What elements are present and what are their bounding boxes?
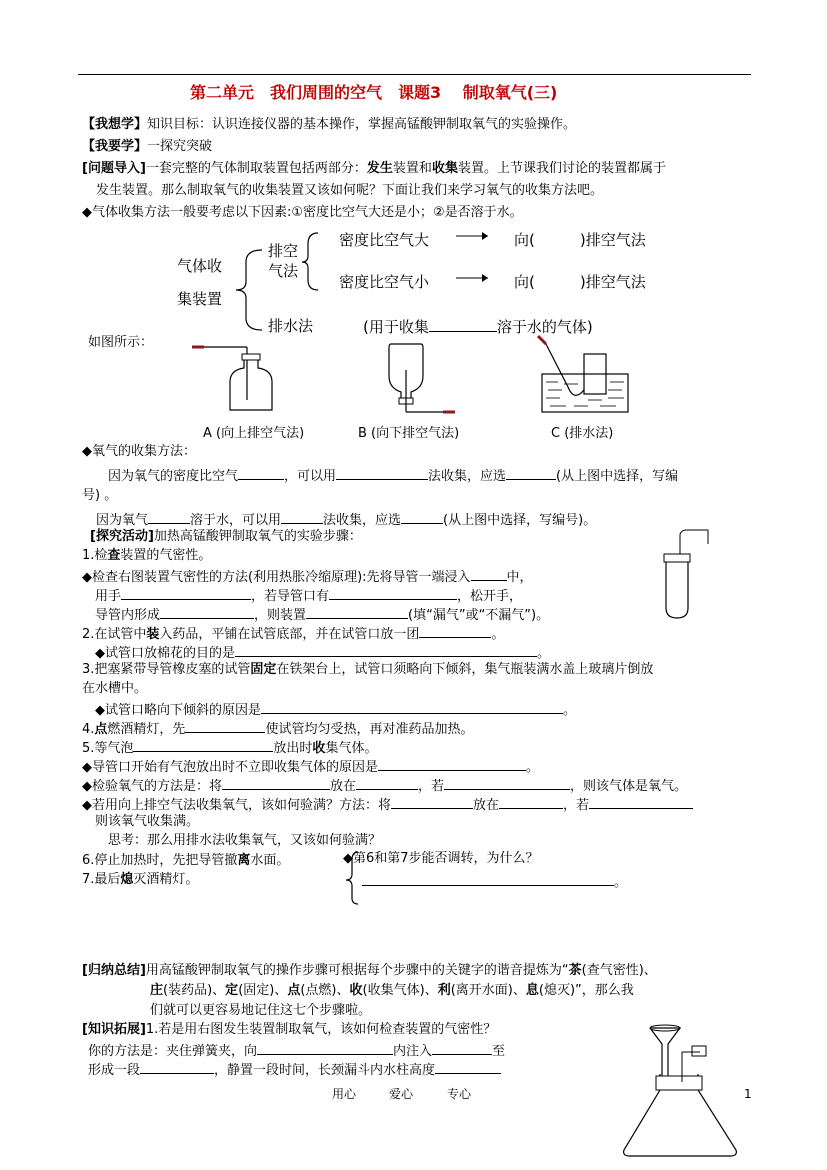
text: 7.最后	[82, 872, 121, 887]
step-2-question	[95, 642, 550, 663]
page-number: 1	[744, 1087, 752, 1101]
keyword: 息	[525, 983, 539, 998]
blank[interactable]	[257, 1040, 393, 1055]
yaoxue-tag: 【我要学】	[82, 139, 148, 154]
collection-line-1b: 号) 。	[82, 488, 118, 503]
text: 至	[492, 1044, 506, 1059]
footer-motto-1: 用心	[332, 1087, 357, 1101]
caption-b: B (向下排空气法)	[358, 426, 460, 441]
think-line: 思考：那么用排水法收集氧气，又该如何验满？	[108, 833, 382, 848]
text: (点燃)、	[300, 983, 350, 998]
intro-keyword: 发生	[366, 161, 393, 176]
text: 法收集，应选	[428, 469, 507, 484]
keyword: 点	[287, 983, 301, 998]
xiangxue-tag: 【我想学】	[82, 117, 148, 132]
water-note-b: 溶于水的气体)	[496, 318, 593, 336]
blank[interactable]	[356, 775, 418, 790]
text: ，若导管口有	[251, 589, 330, 604]
text: 3.把塞紧带导管橡皮塞的试管	[82, 662, 251, 677]
intro-line-2: 发生装置。那么制取氧气的收集装置又该如何呢？下面让我们来学习氧气的收集方法吧。	[96, 183, 604, 198]
text: 放在	[330, 779, 357, 794]
text: ◆若用向上排空气法收集氧气，该如何验满？方法：将	[82, 798, 391, 813]
keyword: 固定	[250, 662, 277, 677]
keyword: 查	[107, 548, 121, 563]
text: 。	[526, 760, 540, 775]
text: (熄灭)”，那么我	[538, 983, 634, 998]
keyword: 收	[312, 741, 326, 756]
figure-label: 如图所示：	[88, 335, 154, 350]
text: 内注入	[393, 1044, 433, 1059]
text: 在铁架台上，试管口须略向下倾斜，集气瓶装满水盖上玻璃片倒放	[276, 662, 654, 677]
text: (查气密性)、	[581, 963, 657, 978]
text: 6.停止加热时，先把导管撤	[82, 853, 238, 868]
blank[interactable]	[444, 775, 570, 790]
text: (填“漏气”或“不漏气”)。	[408, 608, 550, 623]
step-5	[82, 737, 377, 758]
diagram-water: 排水法	[268, 317, 314, 335]
text: 法收集，应选	[323, 513, 402, 528]
question-2	[82, 775, 687, 796]
blank[interactable]	[391, 794, 473, 809]
blank[interactable]	[281, 509, 323, 524]
text: 。	[537, 646, 551, 661]
apparatus-b-icon	[373, 340, 463, 420]
step-3b: 在水槽中。	[82, 681, 148, 696]
intro-keyword: 收集	[431, 161, 458, 176]
caption-c: C (排水法)	[551, 426, 614, 441]
blank[interactable]	[329, 585, 457, 600]
diagram-downward: 向( )排空气法	[514, 273, 646, 291]
text: 溶于水，可以用	[190, 513, 282, 528]
blank[interactable]	[336, 465, 428, 480]
blank[interactable]	[471, 566, 507, 581]
blank[interactable]	[432, 1040, 492, 1055]
text: 4.	[82, 722, 95, 737]
blank[interactable]	[419, 623, 491, 638]
keyword: 茶	[568, 963, 582, 978]
intro-tag: [问题导入]	[82, 161, 146, 176]
check-line-1	[82, 566, 533, 587]
blank[interactable]	[160, 604, 254, 619]
blank[interactable]	[506, 465, 556, 480]
text: 你的方法是：夹住弹簧夹，向	[88, 1044, 258, 1059]
intro-text: 一套完整的气体制取装置包括两部分：	[145, 161, 367, 176]
caption-a: A (向上排空气法)	[203, 426, 305, 441]
intro-text: 装置和	[392, 161, 432, 176]
question-4: ◆第6和第7步能否调转，为什么？	[343, 851, 539, 866]
collection-line-1	[108, 465, 678, 486]
extension-tag: [知识拓展]	[82, 1022, 146, 1037]
extension-line-1	[82, 1021, 496, 1039]
text: 使试管均匀受热，再对准药品加热。	[265, 722, 474, 737]
blank[interactable]	[121, 585, 251, 600]
diagram-paikong-2: 气法	[268, 262, 299, 280]
water-note-a: (用于收集	[363, 318, 429, 336]
question-1	[82, 756, 539, 777]
text: 。	[614, 875, 628, 890]
blank[interactable]	[222, 775, 330, 790]
apparatus-a-icon	[192, 340, 292, 420]
footer-motto-3: 专心	[447, 1087, 472, 1101]
text: 集气体。	[325, 741, 378, 756]
diagram-upward: 向( )排空气法	[514, 231, 646, 249]
diagram-root-1: 气体收	[177, 257, 223, 275]
text: 。	[563, 703, 577, 718]
text: ◆检验氧气的方法是：将	[82, 779, 222, 794]
text: (从上图中选择，写编号)。	[443, 513, 597, 528]
blank[interactable]	[185, 718, 265, 733]
step-6	[82, 852, 289, 870]
text: 1.检	[82, 548, 108, 563]
text: (装药品)、	[163, 983, 226, 998]
blank[interactable]	[378, 756, 526, 771]
diagram-paikong-1: 排空	[268, 242, 299, 260]
footer-motto-2: 爱心	[389, 1087, 414, 1101]
keyword: 熄	[120, 872, 134, 887]
summary-line-2	[150, 982, 634, 1000]
goal-text: 知识目标：认识连接仪器的基本操作，掌握高锰酸钾制取氧气的实验操作。	[147, 117, 577, 132]
step-4	[82, 718, 473, 739]
factors-line: ◆气体收集方法一般要考虑以下因素:①密度比空气大还是小；②是否溶于水。	[82, 205, 523, 220]
step-1	[82, 547, 211, 565]
text: 燃酒精灯，先	[107, 722, 186, 737]
blank[interactable]	[499, 794, 563, 809]
text: (离开水面)、	[450, 983, 526, 998]
text: 放在	[473, 798, 500, 813]
text: 灭酒精灯。	[133, 872, 199, 887]
extension-line-2	[88, 1040, 505, 1061]
keyword: 利	[437, 983, 451, 998]
text: ，静置一段时间，长颈漏斗内水柱高度	[214, 1063, 436, 1078]
blank[interactable]	[362, 871, 614, 886]
summary-line-3: 们就可以更容易地记住这七个步骤啦。	[150, 1003, 372, 1018]
step-3	[82, 661, 653, 679]
question-3b: 则该氧气收集满。	[95, 814, 200, 829]
text: 导管内形成	[95, 608, 161, 623]
activity-tag: [探究活动]	[90, 529, 154, 544]
blank[interactable]	[589, 794, 693, 809]
test-tube-icon	[662, 530, 722, 620]
text: 2.在试管中	[82, 627, 147, 642]
text: ，若	[563, 798, 590, 813]
text: (从上图中选择，写编	[556, 469, 679, 484]
extension-line-3	[88, 1059, 501, 1080]
blank[interactable]	[140, 1059, 214, 1074]
text: 因为氧气	[96, 513, 149, 528]
keyword: 定	[225, 983, 239, 998]
blank[interactable]	[133, 737, 273, 752]
text: ，若	[418, 779, 445, 794]
yaoxue-text: 一探究突破	[147, 139, 213, 154]
keyword: 离	[237, 853, 251, 868]
text: ，松开手，	[457, 589, 523, 604]
question-3	[82, 794, 693, 815]
keyword: 装	[146, 627, 160, 642]
text: 5.等气泡	[82, 741, 134, 756]
page-title: 第二单元 我们周围的空气 课题3 制取氧气(三)	[190, 83, 558, 102]
blank[interactable]	[148, 509, 190, 524]
blank[interactable]	[306, 604, 408, 619]
text: ◆试管口略向下倾斜的原因是	[95, 703, 261, 718]
check-line-3	[95, 604, 549, 625]
summary-line-1	[82, 962, 657, 980]
summary-tag: [归纳总结]	[82, 963, 146, 978]
activity-head	[90, 528, 362, 546]
text: 入药品，平铺在试管底部，并在试管口放一团	[159, 627, 420, 642]
question-4-answer	[362, 871, 627, 892]
text: 1.若是用右图发生装置制取氧气，该如何检查装置的气密性？	[145, 1022, 497, 1037]
text: 。	[491, 627, 505, 642]
intro-text: 装置。上节课我们讨论的装置都属于	[457, 161, 666, 176]
text: 装置的气密性。	[120, 548, 212, 563]
step-2	[82, 623, 504, 644]
text: 形成一段	[88, 1063, 141, 1078]
text: (固定)、	[238, 983, 288, 998]
keyword: 庄	[150, 983, 164, 998]
collection-head: ◆氧气的收集方法：	[82, 444, 196, 459]
text: 用手	[95, 589, 122, 604]
blank[interactable]	[435, 1059, 501, 1074]
blank[interactable]	[401, 509, 443, 524]
text: 中，	[506, 570, 533, 585]
collection-line-2	[96, 509, 596, 530]
text: 放出时	[273, 741, 313, 756]
text: ◆试管口放棉花的目的是	[95, 646, 235, 661]
text: ，则该气体是氧气。	[570, 779, 688, 794]
apparatus-c-icon	[538, 332, 638, 412]
blank[interactable]	[238, 465, 284, 480]
blank[interactable]	[235, 642, 537, 657]
text: (收集气体)、	[362, 983, 438, 998]
keyword: 收	[349, 983, 363, 998]
step-3-question	[95, 699, 576, 720]
text: ，可以用	[284, 469, 337, 484]
keyword: 点	[94, 722, 108, 737]
check-line-2	[95, 585, 522, 606]
text: ，则装置	[254, 608, 307, 623]
activity-title: 加热高锰酸钾制取氧气的实验步骤：	[153, 529, 362, 544]
blank[interactable]	[261, 699, 563, 714]
diagram-denser: 密度比空气大	[339, 231, 430, 249]
text: 水面。	[250, 853, 290, 868]
diagram-root-2: 集装置	[177, 290, 223, 308]
text: ◆检查右图装置气密性的方法(利用热胀冷缩原理):先将导管一端浸入	[82, 570, 471, 585]
text: ◆导管口开始有气泡放出时不立即收集气体的原因是	[82, 760, 378, 775]
text: 因为氧气的密度比空气	[108, 469, 239, 484]
diagram-lighter: 密度比空气小	[339, 273, 430, 291]
flask-apparatus-icon	[620, 1022, 750, 1162]
step-7	[82, 871, 198, 889]
text: 用高锰酸钾制取氧气的操作步骤可根据每个步骤中的关键字的谐音提炼为“	[145, 963, 569, 978]
